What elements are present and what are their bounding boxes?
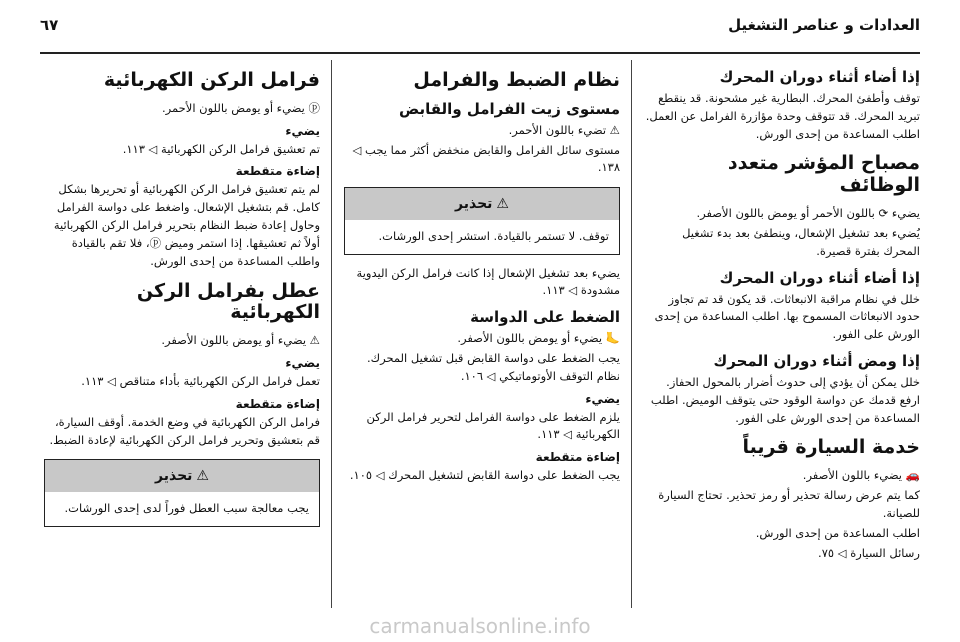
paragraph: توقف وأطفئ المحرك. البطارية غير مشحونة. قد ينقطع تبريد المحرك. قد تتوقف وحدة مؤازرة الفرامل عن العمل. اطلب المساعدة من إحدى الورش. [645, 91, 920, 141]
warning-box [344, 187, 620, 254]
heading: مستوى زيت الفرامل والقابض [399, 99, 620, 118]
content-columns [40, 60, 920, 614]
paragraph: خلل يمكن أن يؤدي إلى حدوث أضرار بالمحول الحفاز. ارفع قدمك عن دواسة الوقود حتى يتوقف الوميض. اطلب المساعدة من إحدى الورش على الفور. [650, 375, 920, 425]
subheading: إضاءة متقطعة [535, 450, 620, 465]
subheading: إضاءة متقطعة [235, 164, 320, 179]
heading-large: عطل بفرامل الركن الكهربائية [136, 279, 320, 324]
page-number: ٦٧ [40, 16, 59, 34]
paragraph: ⚠ تضيء باللون الأحمر. [508, 122, 620, 137]
paragraph: لم يتم تعشيق فرامل الركن الكهربائية أو تحريرها بشكل كامل. قم بتشغيل الإشعال. واضغط على دواسة الفرامل وحاول إعادة ضبط النظام بتحرير فرامل الركن الكهربائية أولاً ثم تعشيقها. إذا استمر وميض ⓟ، فلا تقم بالقيادة واطلب المساعدة من إحدى الورش. [53, 182, 320, 268]
paragraph: خلل في نظام مراقبة الانبعاثات. قد يكون قد تم تجاوز حدود الانبعاثات المسموح بها. اطلب المساعدة من إحدى الورش على الفور. [654, 291, 920, 342]
warning-box [44, 459, 320, 526]
paragraph: تعمل فرامل الركن الكهربائية بأداء متناقص ◁ ١١٣. [81, 374, 320, 389]
paragraph: فرامل الركن الكهربائية في وضع الخدمة. أوقف السيارة، قم بتعشيق وتحرير فرامل الركن الكهربائية لإعادة الضبط. [49, 414, 320, 447]
paragraph: تم تعشيق فرامل الركن الكهربائية ◁ ١١٣. [122, 141, 320, 156]
heading-large: نظام الضبط والفرامل [413, 69, 620, 91]
header-rule [40, 52, 920, 54]
paragraph: 🦶 يضيء أو يومض باللون الأصفر. [457, 331, 620, 346]
page-header [40, 10, 920, 40]
warning-triangle-icon: ⚠ [496, 196, 509, 213]
heading-large: مصباح المؤشر متعدد الوظائف [727, 152, 920, 197]
heading-large: خدمة السيارة قريباً [742, 436, 920, 459]
paragraph: يجب الضغط على دواسة القابض لتشغيل المحرك ◁ ١٠٥. [349, 468, 620, 483]
paragraph: مستوى سائل الفرامل والقابض منخفض أكثر مما يجب ◁ ١٣٨. [352, 142, 620, 175]
paragraph: كما يتم عرض رسالة تحذير أو رمز تحذير. تحتاج السيارة للصيانة. [658, 488, 920, 520]
watermark: carmanualsonline.info [369, 614, 591, 638]
paragraph: 🚗 يضيء باللون الأصفر. [802, 468, 920, 483]
paragraph: رسائل السيارة ◁ ٧٥. [818, 545, 920, 560]
heading-large: فرامل الركن الكهربائية [103, 69, 320, 91]
paragraph: يضيء ⟳ باللون الأحمر أو يومض باللون الأصفر. [696, 206, 920, 221]
subheading: إضاءة متقطعة [235, 396, 320, 411]
warning-triangle-icon: ⚠ [196, 468, 209, 485]
section-title: العدادات و عناصر التشغيل [728, 16, 920, 34]
column-right [644, 60, 920, 614]
warning-title [45, 460, 319, 492]
warning-label: تحذير [155, 468, 193, 485]
paragraph: يضيء بعد تشغيل الإشعال إذا كانت فرامل الركن اليدوية مشدودة ◁ ١١٣. [356, 265, 620, 298]
paragraph: اطلب المساعدة من إحدى الورش. [755, 525, 920, 540]
warning-label: تحذير [455, 196, 493, 213]
paragraph: يجب الضغط على دواسة القابض قبل تشغيل المحرك. نظام التوقف الأوتوماتيكي ◁ ١٠٦. [367, 350, 620, 383]
heading: الضغط على الدواسة [470, 308, 620, 327]
column-left [44, 60, 320, 614]
paragraph: ⓟ يضيء أو يومض باللون الأحمر. [162, 100, 320, 115]
paragraph: ⚠ يضيء أو يومض باللون الأصفر. [161, 333, 320, 348]
subheading: يضيء [585, 391, 620, 406]
column-middle [344, 60, 620, 614]
paragraph: يلزم الضغط على دواسة الفرامل لتحرير فرامل الركن الكهربائية ◁ ١١٣. [366, 409, 620, 442]
heading: إذا أضاء أثناء دوران المحرك [719, 268, 920, 287]
warning-body: يجب معالجة سبب العطل فوراً لدى إحدى الورشات. [64, 501, 309, 516]
subheading: يضيء [285, 356, 320, 371]
subheading: يضيء [285, 123, 320, 138]
paragraph: يُضيء بعد تشغيل الإشعال، وينطفئ بعد بدء تشغيل المحرك بفترة قصيرة. [682, 225, 920, 258]
heading: إذا أضاء أثناء دوران المحرك [719, 68, 920, 86]
heading: إذا ومض أثناء دوران المحرك [713, 352, 920, 370]
warning-body: توقف. لا تستمر بالقيادة. استشر إحدى الورشات. [378, 229, 609, 244]
warning-title [345, 188, 619, 220]
